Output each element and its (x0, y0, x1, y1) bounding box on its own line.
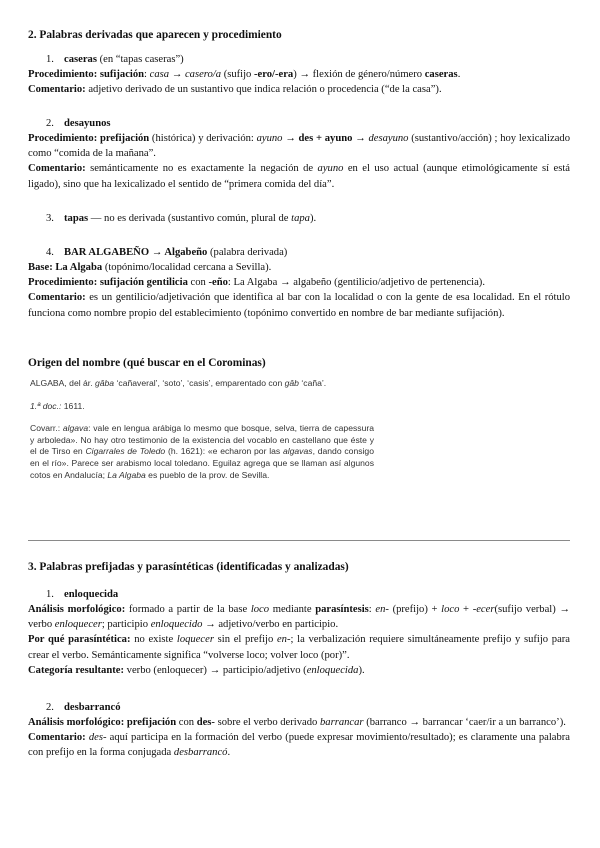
comment-line: Comentario: semánticamente no es exactamente la negación de ayuno en el uso actual (aunque etimológicamente sí está ligado), sino que ha lexicalizado el sentido de “primera comida del día”. (28, 163, 570, 190)
list-item-algabeno: 4. BAR ALGABEÑO → Algabeño (palabra derivada) (46, 247, 288, 258)
list-item-desbarranco: 2. desbarrancó (46, 702, 121, 713)
section-3-heading: 3. Palabras prefijadas y parasíntéticas (identificadas y analizadas) (28, 561, 349, 573)
comment-line: Comentario: des- aquí participa en la formación del verbo (puede expresar movimiento/resultado); es claramente una palabra con prefijo en la forma conjugada desbarrancó. (28, 732, 570, 759)
desbarranco-analysis (28, 715, 570, 761)
list-item-desayunos: 2. desayunos (46, 118, 111, 129)
desayunos-analysis (28, 131, 570, 192)
list-item-enloquecida: 1. enloquecida (46, 589, 119, 600)
comment-line: Comentario: adjetivo derivado de un sustantivo que indica relación o procedencia (“de la casa”). (28, 84, 442, 96)
excerpt-first-doc: 1.ª doc.: 1611. (30, 400, 85, 411)
procedure-line: Procedimiento: sufijación: casa → casero/a (sufijo -ero/-era) → flexión de género/número caseras. (28, 69, 461, 80)
list-item-tapas: 3. tapas — no es derivada (sustantivo común, plural de tapa). (46, 213, 317, 224)
excerpt-entry: ALGABA, del ár. gâba ‘cañaveral’, ‘soto’, ‘casis’, emparentado con gâb ‘caña’. (30, 378, 327, 388)
corominas-excerpt (30, 378, 374, 528)
base-line: Base: La Algaba (topónimo/localidad cercana a Sevilla). (28, 262, 272, 273)
algabeno-analysis (28, 260, 570, 321)
why-line: Por qué parasíntética: no existe loquecer sin el prefijo en-; la verbalización requiere simultáneamente prefijo y sufijo para crear el verbo. Semánticamente significa “volverse loco; volver loco (por)”. (28, 634, 571, 661)
analysis-line: Análisis morfológico: formado a partir de la base loco mediante parasíntesis: en- (prefijo) + loco + -ecer(sufijo verbal) → verbo enloquecer; participio enloquecido → adjetivo/verbo en participio. (28, 604, 571, 631)
list-item-caseras: 1. caseras (en “tapas caseras”) (46, 54, 184, 65)
enloquecida-analysis (28, 602, 570, 678)
excerpt-body: Covarr.: algava: vale en lengua arábiga lo mesmo que bosque, selva, tierra de capessura y arboleda». No hay otro testimonio de la existencia del vocablo en castellano que éste y el de Tirso en Cigarrales de Toledo (h. 1621): «e echaron por las algavas, dando consigo en el río». Parece ser arabismo local toledano. Eguilaz agrega que se llaman así algunos cotos en Andalucía; La Algaba es pueblo de la prov. de Sevilla. (30, 423, 374, 480)
origin-heading: Origen del nombre (qué buscar en el Corominas) (28, 357, 266, 369)
procedure-line: Procedimiento: prefijación (histórica) y derivación: ayuno → des + ayuno → desayuno (sustantivo/acción) ; hoy lexicalizado como “comida de la mañana”. (28, 133, 571, 160)
caseras-analysis (28, 67, 570, 97)
procedure-line: Procedimiento: sufijación gentilicia con -eño: La Algaba → algabeño (gentilicio/adjetivo de pertenencia). (28, 277, 485, 289)
section-2-heading: 2. Palabras derivadas que aparecen y procedimiento (28, 29, 282, 41)
analysis-line: Análisis morfológico: prefijación con des- sobre el verbo derivado barrancar (barranco → barrancar ‘caer/ir a un barranco’). (28, 717, 566, 728)
comment-line: Comentario: es un gentilicio/adjetivación que identifica al bar con la localidad o con la gente de esa localidad. En el rótulo funciona como nombre propio del establecimiento (topónimo convertido en nombre de bar mediante sufijación). (28, 292, 570, 319)
category-line: Categoría resultante: verbo (enloquecer) → participio/adjetivo (enloquecida). (28, 664, 365, 676)
section-divider (28, 540, 570, 541)
